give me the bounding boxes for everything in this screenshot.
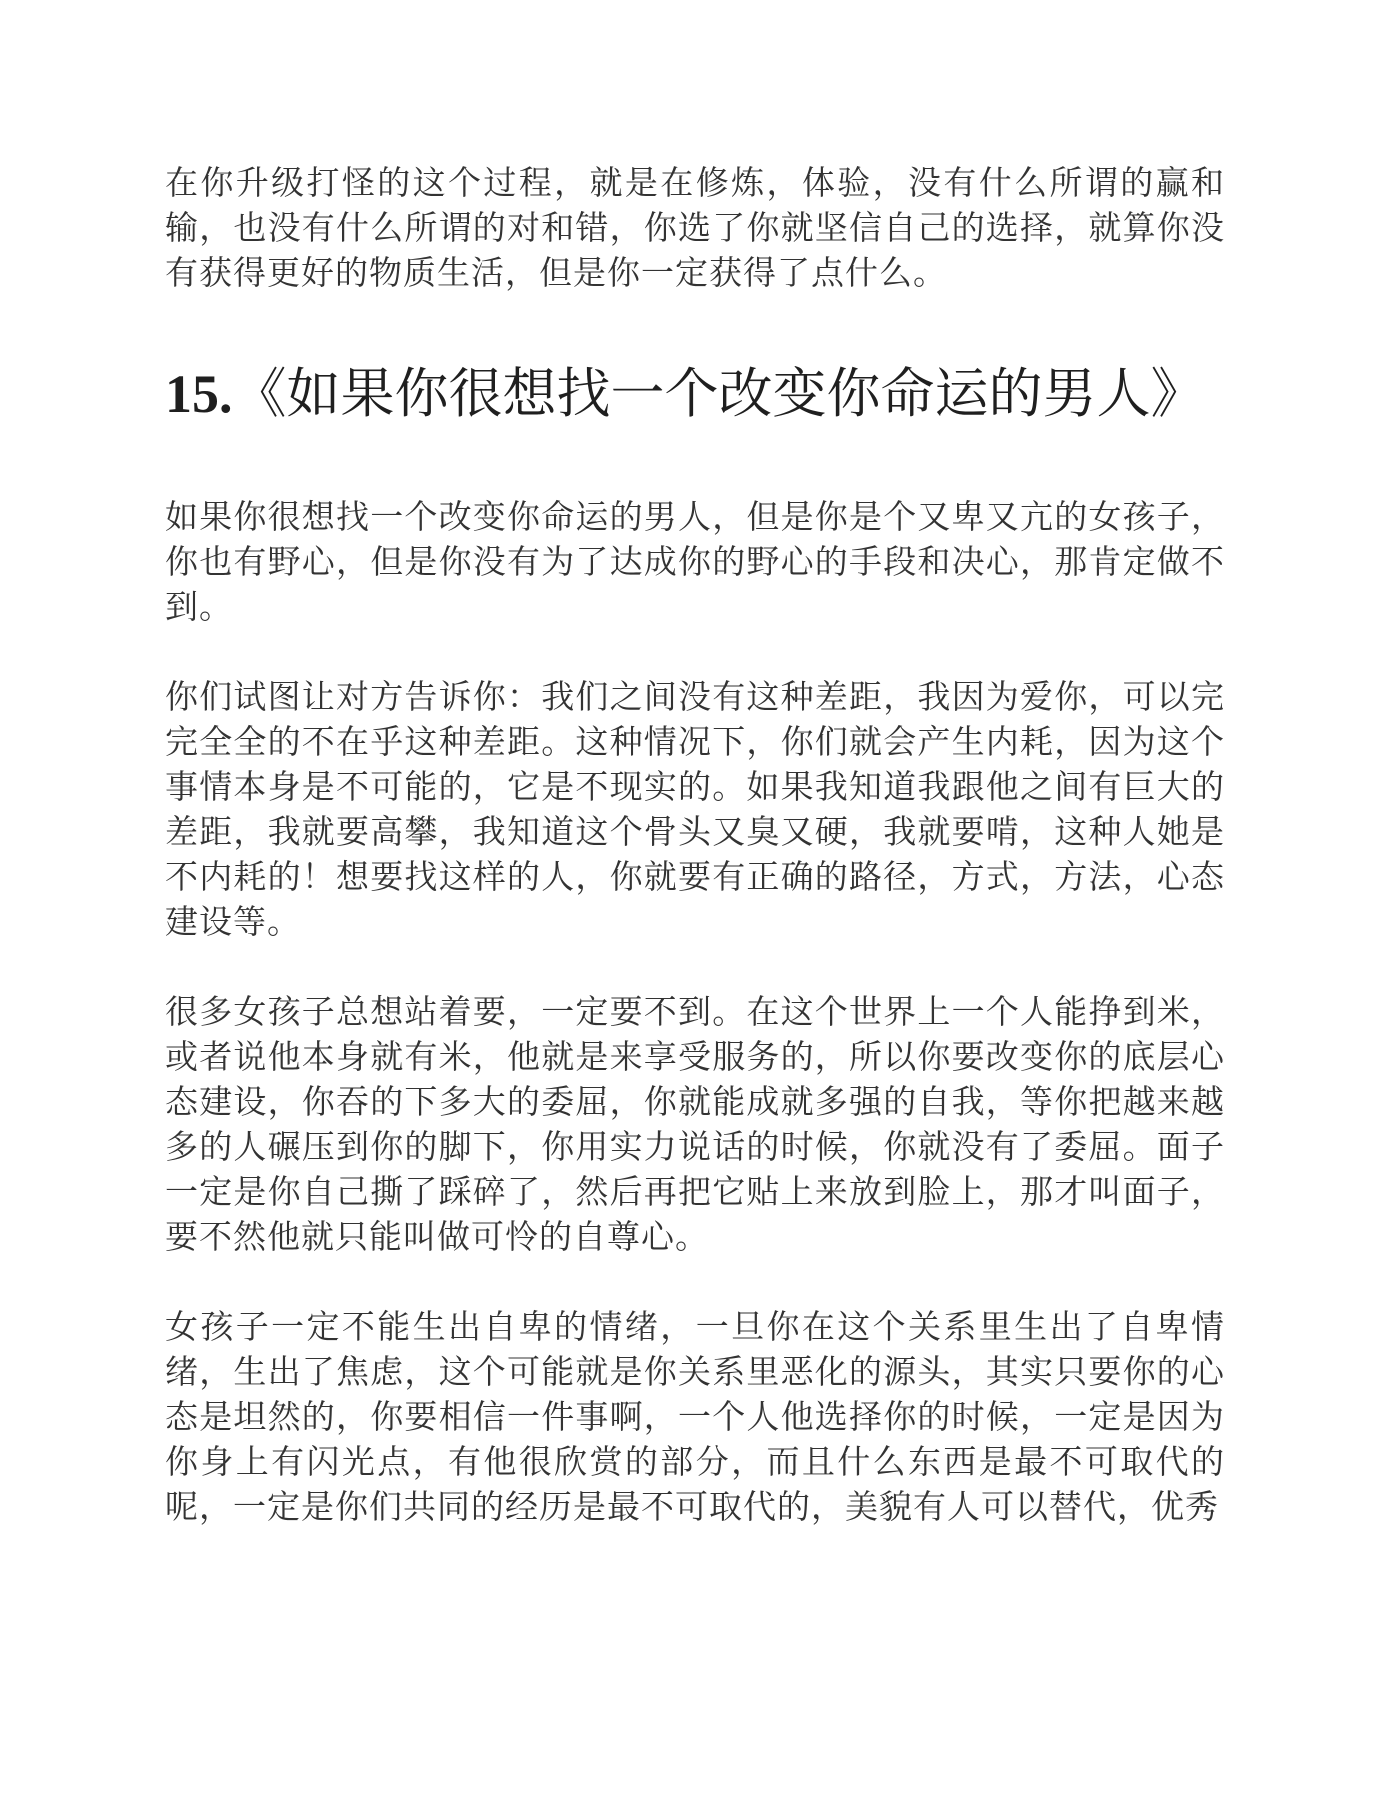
document-body — [165, 160, 1225, 1529]
section-paragraph-2: 你们试图让对方告诉你：我们之间没有这种差距，我因为爱你，可以完完全全的不在乎这种差距。这种情况下，你们就会产生内耗，因为这个事情本身是不可能的，它是不现实的。如果我知道我跟他之间有巨大的差距，我就要高攀，我知道这个骨头又臭又硬，我就要啃，这种人她是不内耗的！想要找这样的人，你就要有正确的路径，方式，方法，心态建设等。 — [165, 677, 1225, 941]
paragraph-spacer — [165, 944, 1225, 989]
paragraph-spacer — [165, 629, 1225, 674]
section-heading — [165, 347, 1225, 442]
section-title: 《如果你很想找一个改变你命运的男人》 — [232, 364, 1205, 424]
intro-paragraph: 在你升级打怪的这个过程，就是在修炼，体验，没有什么所谓的赢和输，也没有什么所谓的对和错，你选了你就坚信自己的选择，就算你没有获得更好的物质生活，但是你一定获得了点什么。 — [165, 163, 1225, 292]
section-paragraph-1: 如果你很想找一个改变你命运的男人，但是你是个又卑又亢的女孩子，你也有野心，但是你没有为了达成你的野心的手段和决心，那肯定做不到。 — [165, 497, 1225, 626]
paragraph-spacer — [165, 1259, 1225, 1304]
section-number: 15. — [165, 364, 233, 424]
section-paragraph-3: 很多女孩子总想站着要，一定要不到。在这个世界上一个人能挣到米，或者说他本身就有米，他就是来享受服务的，所以你要改变你的底层心态建设，你吞的下多大的委屈，你就能成就多强的自我，等你把越来越多的人碾压到你的脚下，你用实力说话的时候，你就没有了委屈。面子一定是你自己撕了踩碎了，然后再把它贴上来放到脸上，那才叫面子，要不然他就只能叫做可怜的自尊心。 — [165, 992, 1225, 1256]
section-paragraph-4: 女孩子一定不能生出自卑的情绪，一旦你在这个关系里生出了自卑情绪，生出了焦虑，这个可能就是你关系里恶化的源头，其实只要你的心态是坦然的，你要相信一件事啊，一个人他选择你的时候，一定是因为你身上有闪光点，有他很欣赏的部分，而且什么东西是最不可取代的呢，一定是你们共同的经历是最不可取代的，美貌有人可以替代，优秀 — [165, 1307, 1225, 1526]
